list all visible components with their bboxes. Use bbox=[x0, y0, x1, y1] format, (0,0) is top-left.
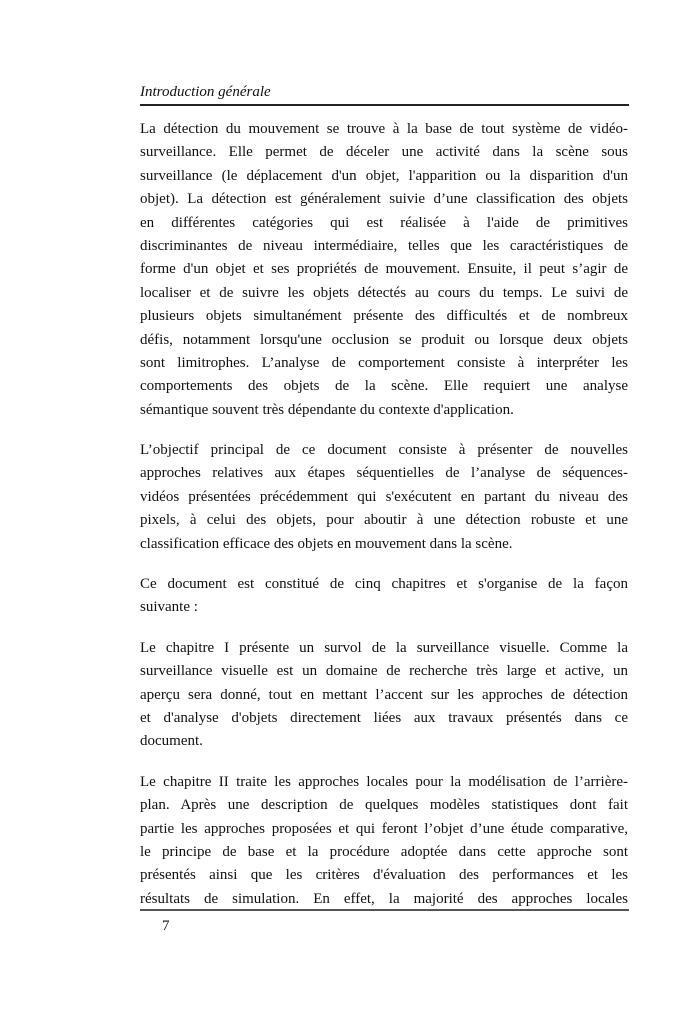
text-line: présentés ainsi que les critères d'évaluation des performances et les bbox=[140, 867, 628, 884]
text-line: discriminantes de niveau intermédiaire, telles que les caractéristiques de bbox=[140, 237, 628, 254]
text-line: surveillance. Elle permet de déceler une activité dans la scène sous bbox=[140, 144, 628, 161]
text-line: objet). La détection est généralement suivie d’une classification des objets bbox=[140, 191, 628, 208]
text-line: aperçu sera donné, tout en mettant l’accent sur les approches de détection bbox=[140, 686, 628, 703]
text-line: suivante : bbox=[140, 599, 198, 616]
page-number: 7 bbox=[162, 918, 170, 934]
footer-rule bbox=[140, 909, 629, 911]
paragraph bbox=[140, 771, 628, 911]
text-line: surveillance (le déplacement d'un objet, l'apparition ou la disparition d'un bbox=[140, 167, 628, 184]
text-line: le principe de base et la procédure adoptée dans cette approche sont bbox=[140, 843, 628, 860]
paragraph bbox=[140, 439, 628, 556]
paragraph bbox=[140, 573, 628, 620]
text-line: comportements des objets de la scène. Elle requiert une analyse bbox=[140, 378, 628, 395]
header-rule bbox=[140, 104, 629, 106]
text-line: forme d'un objet et ses propriétés de mouvement. Ensuite, il peut s’agir de bbox=[140, 261, 628, 278]
text-line: sont limitrophes. L’analyse de comportement consiste à interpréter les bbox=[140, 354, 628, 371]
text-line: document. bbox=[140, 733, 203, 750]
text-line: pixels, à celui des objets, pour aboutir à une détection robuste et une bbox=[140, 512, 628, 529]
text-line: résultats de simulation. En effet, la majorité des approches locales bbox=[140, 890, 628, 907]
paragraph bbox=[140, 637, 628, 754]
text-line: localiser et de suivre les objets détectés au cours du temps. Le suivi de bbox=[140, 284, 628, 301]
text-line: L’objectif principal de ce document consiste à présenter de nouvelles bbox=[140, 442, 628, 459]
body-text bbox=[140, 118, 628, 928]
paragraph bbox=[140, 118, 628, 422]
text-line: vidéos présentées précédemment qui s'exécutent en partant du niveau des bbox=[140, 488, 628, 505]
text-line: surveillance visuelle est un domaine de recherche très large et active, un bbox=[140, 663, 628, 680]
text-line: classification efficace des objets en mouvement dans la scène. bbox=[140, 535, 513, 552]
text-line: plusieurs objets simultanément présente des difficultés et de nombreux bbox=[140, 308, 628, 325]
text-line: Ce document est constitué de cinq chapitres et s'organise de la façon bbox=[140, 576, 628, 593]
text-line: partie les approches proposées et qui feront l’objet d’une étude comparative, bbox=[140, 820, 628, 837]
text-line: plan. Après une description de quelques modèles statistiques dont fait bbox=[140, 797, 628, 814]
text-line: La détection du mouvement se trouve à la base de tout système de vidéo- bbox=[140, 121, 628, 137]
text-line: approches relatives aux étapes séquentielles de l’analyse de séquences- bbox=[140, 465, 628, 482]
text-line: défis, notamment lorsqu'une occlusion se produit ou lorsque deux objets bbox=[140, 331, 628, 348]
text-line: sémantique souvent très dépendante du contexte d'application. bbox=[140, 401, 514, 418]
text-line: en différentes catégories qui est réalisée à l'aide de primitives bbox=[140, 214, 628, 231]
text-line: Le chapitre II traite les approches locales pour la modélisation de l’arrière- bbox=[140, 773, 628, 790]
running-header: Introduction générale bbox=[140, 84, 271, 100]
text-line: Le chapitre I présente un survol de la surveillance visuelle. Comme la bbox=[140, 639, 628, 656]
text-line: et d'analyse d'objets directement liées aux travaux présentés dans ce bbox=[140, 709, 628, 726]
